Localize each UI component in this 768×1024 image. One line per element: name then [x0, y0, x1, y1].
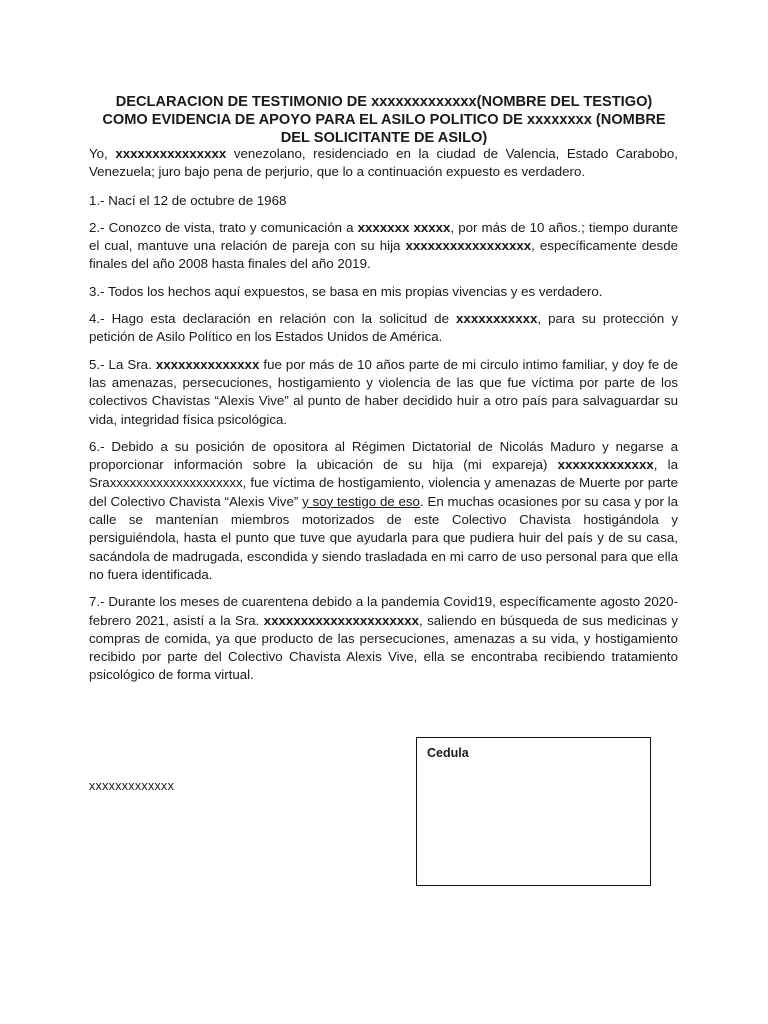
- p7-text-c: , saliendo en búsqueda de sus medicinas y compras de comida, ya que producto de las persecuciones, amenazas a su vida, y hostigamiento recibido por parte del Colectivo Chavista Alexis Vive, ella se encontraba recibiendo tratamiento psicológico de forma virtual.: [89, 612, 678, 683]
- intro-text-a: Yo,: [89, 146, 116, 161]
- p2-text-a: 2.- Conozco de vista, trato y comunicación a: [89, 219, 358, 235]
- declarant-name: xxxxxxxxxxxxxxx: [115, 146, 227, 161]
- paragraph-7: [89, 593, 678, 684]
- p3-text: 3.- Todos los hechos aquí expuestos, se basa en mis propias vivencias y es verdadero.: [89, 283, 603, 299]
- p6-text-c: , la Sraxxxxxxxxxxxxxxxxxxxx, fue víctima de hostigamiento, violencia y amenazas de Muerte por parte del Colectivo Chavista “Alexis Vive”: [89, 457, 678, 509]
- p5-text-a: 5.- La Sra.: [89, 356, 156, 372]
- paragraph-6: [89, 438, 678, 584]
- p2-text-c: , por más de 10 años.; tiempo durante el cual, mantuve una relación de pareja con su hija: [89, 219, 678, 254]
- declaration-body: [89, 145, 678, 694]
- p5-text-c: fue por más de 10 años parte de mi circulo intimo familiar, y doy fe de las amenazas, persecuciones, hostigamiento y violencia de las que fue víctima por parte de los colectivos Chavistas “Alexis Vive” al punto de haber decidido huir a otro país para salvaguardar su vida, integridad física psicológica.: [89, 356, 678, 427]
- paragraph-4: [89, 310, 678, 347]
- p6-name-b: xxxxxxxxxxxxx: [557, 457, 654, 473]
- signature-name: xxxxxxxxxxxxx: [89, 779, 175, 793]
- p4-name-b: xxxxxxxxxxx: [456, 311, 538, 327]
- paragraph-1: [89, 192, 678, 210]
- paragraph-5: [89, 356, 678, 429]
- p2-text-e: , específicamente desde finales del año 2008 hasta finales del año 2019.: [89, 238, 678, 272]
- cedula-label: Cedula: [427, 746, 469, 760]
- p6-text-e: . En muchas ocasiones por su casa y por la calle se mantenían miembros motorizados de este Colectivo Chavista hostigándola y persiguiéndola, hasta el punto que tuve que ayudarla para que pudiera huir del país y de su casa, sacándola de madrugada, escondida y siendo trasladada en mi carro de uso personal para que ella no fuera identificada.: [89, 493, 679, 582]
- title-line-2: COMO EVIDENCIA DE APOYO PARA EL ASILO POLITICO DE xxxxxxxx (NOMBRE: [102, 112, 666, 128]
- p6-text-a: 6.- Debido a su posición de opositora al Régimen Dictatorial de Nicolás Maduro y negarse a proporcionar información sobre la ubicación de su hija (mi expareja): [89, 438, 678, 473]
- p2-name-d: xxxxxxxxxxxxxxxxx: [405, 238, 532, 254]
- title-line-1: DECLARACION DE TESTIMONIO DE xxxxxxxxxxxxx(NOMBRE DEL TESTIGO): [115, 94, 653, 110]
- intro-text-c: venezolano, residenciado en la ciudad de Valencia, Estado Carabobo, Venezuela; juro bajo pena de perjurio, que lo a continuación expuesto es verdadero.: [89, 146, 678, 180]
- document-title: [86, 93, 682, 147]
- p4-text-a: 4.- Hago esta declaración en relación con la solicitud de: [89, 311, 457, 327]
- paragraph-2: [89, 219, 678, 274]
- p6-underlined-text: y soy testigo de eso: [302, 493, 420, 509]
- p1-text: 1.- Nací el 12 de octubre de 1968: [89, 192, 287, 208]
- paragraph-3: [89, 283, 678, 301]
- intro-paragraph: [89, 145, 678, 182]
- p4-text-c: , para su protección y petición de Asilo Político en los Estados Unidos de América.: [89, 311, 678, 345]
- p7-text-a: 7.- Durante los meses de cuarentena debido a la pandemia Covid19, específicamente agosto 2020- febrero 2021, asistí a la Sra.: [89, 594, 678, 628]
- p2-name-b: xxxxxxx xxxxx: [357, 219, 451, 235]
- cedula-box: [416, 737, 651, 886]
- p5-name-b: xxxxxxxxxxxxxx: [155, 356, 260, 372]
- title-line-3: DEL SOLICITANTE DE ASILO): [280, 130, 488, 146]
- p7-name-b: xxxxxxxxxxxxxxxxxxxxx: [263, 612, 420, 628]
